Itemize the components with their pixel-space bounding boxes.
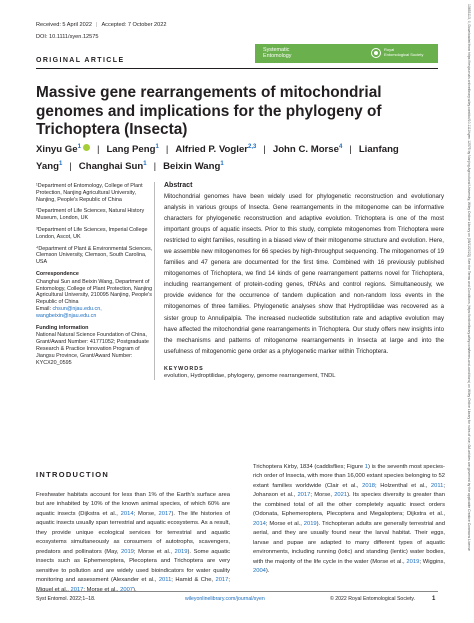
- body-text: ) is the seventh most species-rich order of Insecta, with more than 16,000 extant species belonging to 52 extant families worldwide (Clair et al.,: [253, 464, 445, 489]
- citation-link[interactable]: 2019: [174, 548, 188, 555]
- society-logo: [371, 48, 438, 58]
- body-text: ; Miguel et al.,: [36, 577, 230, 593]
- affiliation: ⁴Department of Plant & Environmental Sciences, Clemson University, Clemson, South Carolina, USA: [36, 245, 153, 266]
- society-logo-word-3: Society: [410, 52, 424, 57]
- citation-link[interactable]: 2014: [253, 520, 266, 527]
- email-links[interactable]: chsun@njau.edu.cn, wangbeixin@njau.edu.cn: [36, 305, 102, 319]
- article-title: Massive gene rearrangements of mitochondrial genomes and implications for the phylogeny of Trichoptera (Insecta): [36, 84, 382, 138]
- footer-rule: [36, 591, 438, 592]
- author-name-text: Changhai Sun: [78, 161, 144, 173]
- author-separator: |: [69, 161, 72, 173]
- funding-text: National Natural Science Foundation of China, Grant/Award Number: 41771052; Postgraduate Research & Practice Innovation Program of Jiangsu Province, Grant/Award Number: KYCX20_0595: [36, 332, 149, 366]
- author-affiliation-sup: 1: [143, 161, 147, 168]
- author-name[interactable]: [106, 144, 158, 155]
- author-name-text: Xinyu Ge: [36, 144, 78, 156]
- author-affiliation-sup: 1: [155, 144, 159, 150]
- citation-link[interactable]: 2018: [362, 482, 376, 489]
- citation-link[interactable]: 1: [364, 464, 369, 470]
- article-info-column: [36, 183, 154, 366]
- affiliation: ¹Department of Entomology, College of Plant Protection, Nanjing Agricultural University, Nanjing, People's Republic of China: [36, 183, 143, 203]
- accepted-date: Accepted: 7 October 2022: [101, 22, 167, 28]
- citation-link[interactable]: 2019: [406, 558, 420, 565]
- introduction-paragraph-left: [36, 491, 230, 595]
- abstract-text: Mitochondrial genomes have been widely used for phylogenetic reconstruction and evolutionary analysis in various groups of Insecta. Gene rearrangements in the mitogenome can be informative characters for phylogenetic reconstruction and adaptive evolution. Trichoptera is one of the most important groups of aquatic insects. Prior to this study, complete mitogenomes from Trichoptera were restricted to eight families, resulting in a biased view of their mitogenome structure and evolution. Here, we assemble new mitogenomes for 66 species by high-throughput sequencing. The mitogenomes of 19 families and 47 genera are documented for the first time. Combined with 16 previously published mitogenomes of Trichoptera, we find 14 kinds of gene rearrangement patterns novel for Trichoptera, including rearrangement of protein-coding genes, tRNAs and control regions. Simultaneously, we provide evidence for the occurrence of tandem duplication and non-random loss events in the mitogenomes of three families. Phylogenetic analyses show that Hydroptilidae was recovered as a sister group to Annulipalpia. The increased nucleotide substitution rate and adaptive evolution may have affected the mitochondrial gene rearrangements in Trichoptera. Our study offers new insights into the mechanisms and patterns of mitogenome rearrangements in Insecta at large and into the usefulness of mitogenomic gene order as a phylogenetic marker within Trichoptera.: [164, 193, 444, 355]
- download-side-strip: 13653113, 0, Downloaded from https://resjournals.onlinelibrary.wiley.com/doi/10.1111/syen.12575 by Nanjing Agricultural University, Wiley Online Library on [08/11/2022]. See the Terms and Conditions (https://onlinelibrary.wiley.com/terms-and-conditions) on Wiley Online Library for rules of use; OA articles are governed by the applicable Creative Commons License: [467, 4, 471, 551]
- author-name-text: Lang Peng: [106, 144, 156, 156]
- body-text: Freshwater habitats account for less than 1% of the Earth's surface area but are inhabited by 10% of the known animal species, of which 60% are aquatic insects (Dijkstra et al.,: [36, 492, 230, 517]
- journal-name-line-2: Entomology: [263, 53, 292, 60]
- funding-heading: Funding information: [36, 324, 89, 331]
- citation-link[interactable]: 2019: [303, 520, 317, 527]
- body-text: ; Morse et al.,: [133, 548, 175, 555]
- author-name[interactable]: [79, 161, 147, 172]
- body-text: ; Morse et al.,: [83, 586, 121, 593]
- abstract-heading: Abstract: [164, 182, 193, 189]
- introduction-heading: INTRODUCTION: [36, 470, 110, 479]
- citation-link[interactable]: 2017: [297, 492, 311, 499]
- body-text: ; Morse,: [310, 492, 335, 499]
- author-affiliation-sup: 1: [58, 161, 63, 168]
- orcid-icon[interactable]: [83, 144, 90, 151]
- society-logo-icon: [371, 48, 381, 58]
- introduction-paragraph-right: [253, 463, 445, 576]
- author-name-text: Beixin Wang: [163, 161, 221, 173]
- journal-name-line-1: Systematic: [263, 47, 290, 53]
- abstract-section: [154, 182, 444, 380]
- correspondence: [36, 271, 154, 320]
- correspondence-heading: Correspondence: [36, 270, 79, 277]
- author-affiliation-sup: 4: [338, 144, 343, 150]
- author-name-text: Lianfang Yang: [36, 144, 399, 173]
- author-affiliation-sup: 1: [77, 144, 81, 150]
- author-separator: |: [263, 144, 266, 156]
- email-label: Email:: [36, 305, 51, 312]
- citation-link[interactable]: 2019: [121, 548, 134, 555]
- footer-citation: Syst Entomol. 2022;1–18.: [36, 596, 96, 602]
- citation-link[interactable]: 2014: [120, 510, 134, 517]
- body-text: Trichoptera Kirby, 1834 (caddisflies; Figure: [253, 464, 365, 470]
- body-text: ; Hamid & Che,: [171, 577, 216, 584]
- society-logo-text: [384, 48, 438, 58]
- body-text: ; Johanson et al.,: [253, 482, 445, 499]
- citation-link[interactable]: 2007: [120, 586, 134, 593]
- body-text: ; Morse,: [133, 510, 159, 517]
- citation-link[interactable]: 2017: [158, 510, 172, 517]
- body-text: ; Holzenthal et al.,: [375, 482, 431, 489]
- doi[interactable]: DOI: 10.1111/syen.12575: [36, 34, 99, 40]
- society-logo-word-2: Entomological: [384, 52, 410, 57]
- author-name[interactable]: [36, 144, 90, 155]
- body-text: ).: [133, 586, 137, 593]
- author-name[interactable]: [163, 161, 224, 172]
- received-date: Received: 5 April 2022: [36, 22, 92, 28]
- footer-journal-link[interactable]: wileyonlinelibrary.com/journal/syen: [185, 596, 265, 602]
- author-name-text: Alfried P. Vogler: [175, 144, 249, 156]
- author-affiliation-sup: 1: [220, 161, 224, 168]
- body-text: ). The life histories of aquatic insects usually span terrestrial and aquatic ecosystems. As a result, they provide unique ecological services for terrestrial and aquatic ecosystems simultaneously as consumers of autotrophs, scavengers, predators and pollinators (May,: [36, 510, 230, 555]
- body-text: ). Some aquatic insects such as Ephemeroptera, Plecoptera and Trichoptera are very sensitive to pollution and are widely used bioindicators for water quality monitoring and assessment (Alexander et al.,: [36, 548, 231, 584]
- citation-link[interactable]: 2021: [334, 492, 348, 499]
- author-list: [36, 140, 446, 174]
- citation-link[interactable]: 2017: [215, 577, 229, 584]
- author-name-text: John C. Morse: [272, 144, 339, 156]
- affiliation: ³Department of Life Sciences, Imperial College London, Ascot, UK: [36, 226, 148, 240]
- footer-copyright: © 2022 Royal Entomological Society.: [330, 596, 416, 602]
- keywords-heading: KEYWORDS: [164, 365, 204, 372]
- journal-banner[interactable]: [255, 44, 438, 63]
- body-text: ; Morse et al.,: [265, 520, 304, 527]
- author-separator: |: [153, 161, 157, 173]
- author-separator: |: [349, 144, 352, 156]
- keywords: evolution, Hydroptilidae, phylogeny, genome rearrangement, TNDL: [164, 372, 336, 379]
- author-separator: |: [165, 144, 169, 156]
- date-separator: |: [95, 22, 98, 28]
- author-separator: |: [96, 144, 100, 156]
- citation-link[interactable]: 2011: [158, 577, 172, 584]
- funding: [36, 325, 154, 367]
- society-logo-word-1: Royal: [384, 47, 395, 53]
- header-rule: [36, 68, 438, 69]
- affiliation: ²Department of Life Sciences, Natural History Museum, London, UK: [36, 208, 145, 222]
- correspondence-text: Changhai Sun and Beixin Wang, Department of Entomology, College of Plant Protection, Nanjing Agricultural University, 210095 Nanjing, People's Republic of China: [36, 278, 153, 306]
- journal-name: [263, 47, 291, 60]
- author-affiliation-sup: 2,3: [248, 144, 257, 150]
- body-text: ).: [265, 567, 270, 574]
- citation-link[interactable]: 2011: [430, 482, 444, 489]
- author-name[interactable]: [175, 144, 256, 155]
- author-name[interactable]: [273, 144, 342, 155]
- body-text: ; Wiggins,: [419, 558, 445, 565]
- citation-link[interactable]: 2004: [253, 567, 266, 574]
- body-text: ). Its species diversity is greater than the combined total of all the other completely aquatic insect orders (Odonata, Ephemeroptera, Plecoptera and Megaloptera; Dijkstra et al.,: [253, 492, 445, 518]
- section-label: ORIGINAL ARTICLE: [36, 57, 125, 64]
- body-text: ). Trichopteran adults are generally terrestrial and aerial, and they are usually found near the larval habitat. Their eggs, larvae and pupae are adapted to many different types of aquatic environments, including running (lotic) and standing (lentic) water bodies, with the majority of the life cycle in the water (Morse et al.,: [253, 520, 445, 565]
- citation-link[interactable]: 2017: [70, 586, 84, 593]
- page-number: 1: [432, 596, 436, 602]
- article-dates: [36, 22, 166, 28]
